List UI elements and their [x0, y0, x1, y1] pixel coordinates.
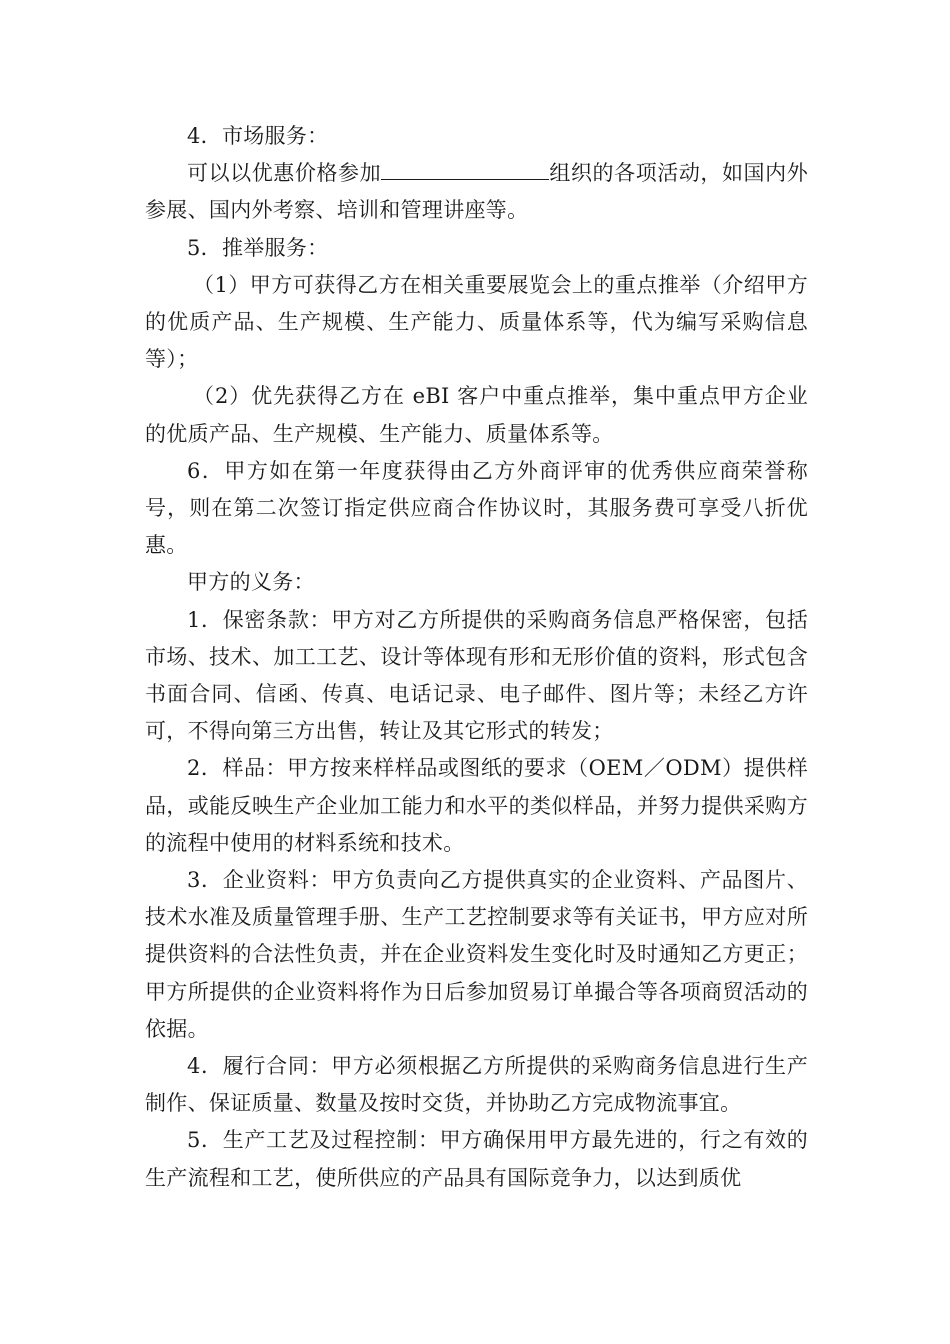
paragraph-confidentiality: 1．保密条款：甲方对乙方所提供的采购商务信息严格保密，包括市场、技术、加工工艺、设计等体现有形和无形价值的资料，形式包含书面合同、信函、传真、电话记录、电子邮件、图片等；未经乙方许可，不得向第三方出售，转让及其它形式的转发； — [145, 607, 808, 744]
heading-market-service: 4．市场服务： — [187, 124, 329, 148]
heading-recommend-service: 5．推举服务： — [187, 235, 329, 260]
paragraph-recommend-item-1: （1）甲方可获得乙方在相关重要展览会上的重点推举（介绍甲方的优质产品、生产规模、生产能力、质量体系等，代为编写采购信息等）； — [145, 272, 808, 372]
paragraph-supplier-honor: 6．甲方如在第一年度获得由乙方外商评审的优秀供应商荣誉称号，则在第二次签订指定供应商合作协议时，其服务费可享受八折优惠。 — [145, 458, 808, 558]
paragraph-process-control: 5．生产工艺及过程控制：甲方确保用甲方最先进的，行之有效的生产流程和工艺，使所供应的产品具有国际竞争力，以达到质优 — [145, 1128, 808, 1190]
market-service-text-after: 组织的各项活动，如国内外参展、国内外考察、培训和管理讲座等。 — [145, 161, 808, 223]
fill-in-blank[interactable] — [381, 157, 549, 180]
market-service-text-before: 可以以优惠价格参加 — [187, 161, 382, 186]
document-body — [145, 118, 808, 1197]
paragraph-company-info: 3．企业资料：甲方负责向乙方提供真实的企业资料、产品图片、技术水准及质量管理手册、生产工艺控制要求等有关证书，甲方应对所提供资料的合法性负责，并在企业资料发生变化时及时通知乙方更正；甲方所提供的企业资料将作为日后参加贸易订单撮合等各项商贸活动的依据。 — [145, 868, 808, 1041]
paragraph-contract-performance: 4．履行合同：甲方必须根据乙方所提供的采购商务信息进行生产制作、保证质量、数量及按时交货，并协助乙方完成物流事宜。 — [145, 1054, 808, 1116]
heading-party-a-obligations: 甲方的义务： — [187, 570, 315, 595]
paragraph-market-service — [145, 155, 808, 229]
paragraph-recommend-item-2: （2）优先获得乙方在 eBI 客户中重点推举，集中重点甲方企业的优质产品、生产规模、生产能力、质量体系等。 — [145, 384, 808, 446]
paragraph-samples: 2．样品：甲方按来样样品或图纸的要求（OEM／ODM）提供样品，或能反映生产企业加工能力和水平的类似样品，并努力提供采购方的流程中使用的材料系统和技术。 — [145, 756, 808, 855]
